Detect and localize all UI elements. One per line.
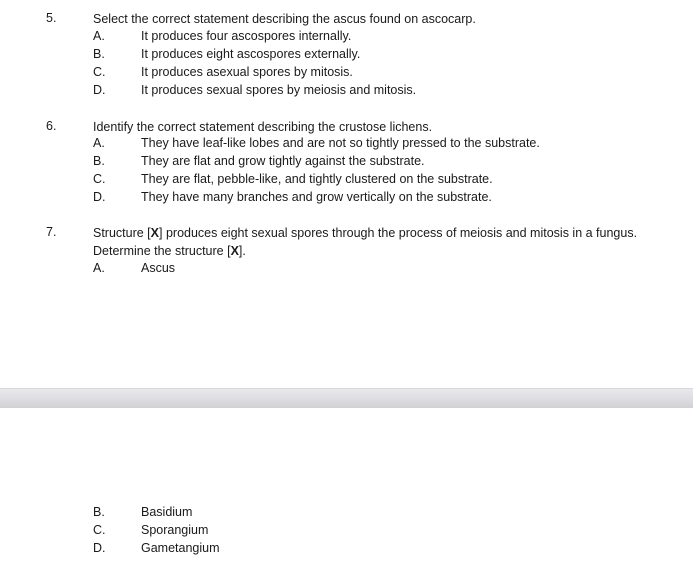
question-number: 7.: [46, 225, 57, 239]
page-break: [0, 388, 693, 409]
option-letter: B.: [93, 154, 105, 168]
option-text: Ascus: [141, 261, 176, 275]
question-stem: Select the correct statement describing the ascus found on ascocarp.: [93, 12, 476, 26]
option-text: Sporangium: [141, 523, 209, 537]
option-letter: C.: [93, 172, 106, 186]
option-text: They have leaf-like lobes and are not so tightly pressed to the substrate.: [141, 136, 540, 150]
stem-text: Structure [: [93, 226, 151, 240]
option-text: They are flat and grow tightly against the substrate.: [141, 154, 425, 168]
option-letter: A.: [93, 29, 105, 43]
structure-placeholder: X: [150, 226, 160, 240]
question-stem: Identify the correct statement describing the crustose lichens.: [93, 120, 433, 134]
page-2: [0, 408, 693, 565]
option-letter: C.: [93, 65, 106, 79]
option-letter: D.: [93, 541, 106, 555]
option-letter: B.: [93, 505, 105, 519]
question-number: 6.: [46, 119, 57, 133]
option-text: It produces eight ascospores externally.: [141, 47, 361, 61]
option-letter: C.: [93, 523, 106, 537]
option-text: Gametangium: [141, 541, 220, 555]
option-letter: A.: [93, 136, 105, 150]
option-text: It produces sexual spores by meiosis and mitosis.: [141, 83, 417, 97]
option-letter: A.: [93, 261, 105, 275]
option-text: They have many branches and grow vertically on the substrate.: [141, 190, 492, 204]
option-text: It produces asexual spores by mitosis.: [141, 65, 353, 79]
option-text: They are flat, pebble-like, and tightly clustered on the substrate.: [141, 172, 493, 186]
stem-text: ].: [238, 244, 246, 258]
question-stem: [93, 224, 653, 260]
option-text: It produces four ascospores internally.: [141, 29, 352, 43]
option-text: Basidium: [141, 505, 193, 519]
option-letter: D.: [93, 190, 106, 204]
stem-text: ] produces eight sexual spores through the process of meiosis and mitosis in a fungus. Determine the structure [: [93, 226, 638, 258]
option-letter: D.: [93, 83, 106, 97]
structure-placeholder: X: [230, 244, 239, 258]
question-number: 5.: [46, 11, 57, 25]
option-letter: B.: [93, 47, 105, 61]
